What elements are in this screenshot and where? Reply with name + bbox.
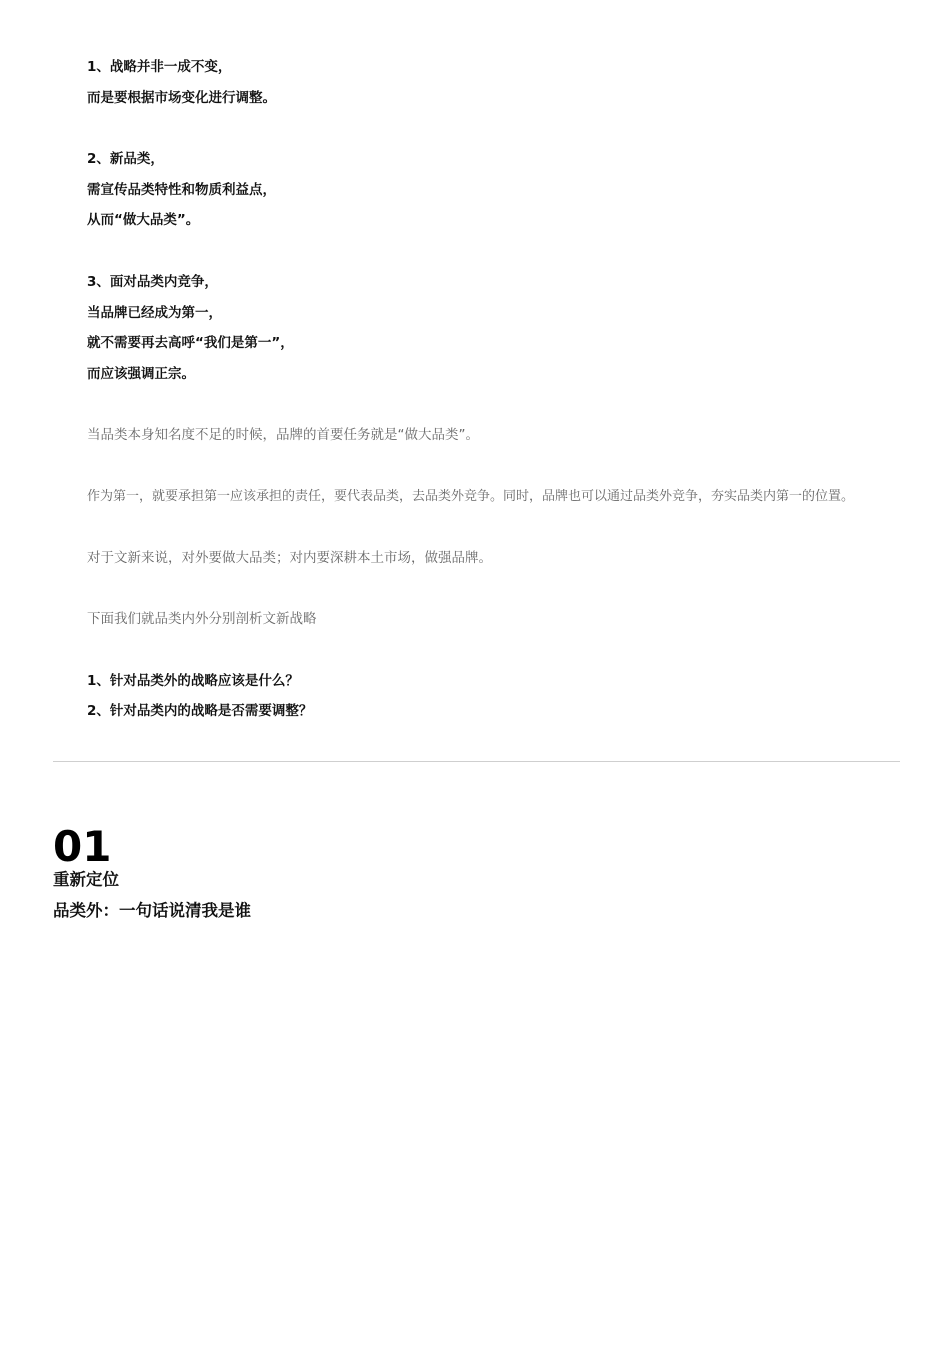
- intro-point-line: 1、战略并非一成不变，: [87, 59, 232, 75]
- paragraph: 下面我们就品类内外分别剖析文新战略: [87, 611, 317, 628]
- spacer: [87, 451, 937, 482]
- question-item: 1、针对品类外的战略应该是什么？: [87, 672, 299, 689]
- intro-point: [87, 144, 937, 236]
- question-item: 2、针对品类内的战略是否需要调整？: [87, 703, 313, 720]
- intro-point-line: 而是要根据市场变化进行调整。: [87, 89, 276, 106]
- spacer: [87, 390, 937, 421]
- intro-point: [87, 267, 937, 390]
- intro-point-line: 当品牌已经成为第一，: [87, 304, 222, 321]
- spacer: [87, 113, 937, 144]
- intro-point-line: 需宣传品类特性和物质利益点，: [87, 181, 276, 198]
- article-body: [87, 52, 937, 727]
- section-subtitle: 品类外：一句话说清我是谁: [53, 901, 251, 920]
- spacer: [87, 635, 937, 666]
- intro-point-line: 3、面对品类内竞争，: [87, 273, 218, 290]
- spacer: [87, 574, 937, 605]
- intro-point: [87, 52, 937, 113]
- paragraph: 作为第一，就要承担第一应该承担的责任，要代表品类，去品类外竞争。同时，品牌也可以通过品类外竞争，夯实品类内第一的位置。: [87, 488, 855, 504]
- intro-point-line: 就不需要再去高呼“我们是第一”，: [87, 335, 294, 352]
- spacer: [87, 512, 937, 543]
- paragraph: 当品类本身知名度不足的时候，品牌的首要任务就是“做大品类”。: [87, 427, 479, 444]
- section-header: [53, 823, 251, 921]
- section-divider: [53, 761, 900, 762]
- section-number: 01: [53, 822, 112, 871]
- paragraph: 对于文新来说，对外要做大品类；对内要深耕本土市场，做强品牌。: [87, 550, 492, 566]
- intro-point-line: 而应该强调正宗。: [87, 365, 195, 382]
- intro-point-line: 2、新品类，: [87, 151, 164, 168]
- intro-point-line: 从而“做大品类”。: [87, 212, 200, 229]
- spacer: [87, 236, 937, 267]
- section-title: 重新定位: [53, 870, 119, 889]
